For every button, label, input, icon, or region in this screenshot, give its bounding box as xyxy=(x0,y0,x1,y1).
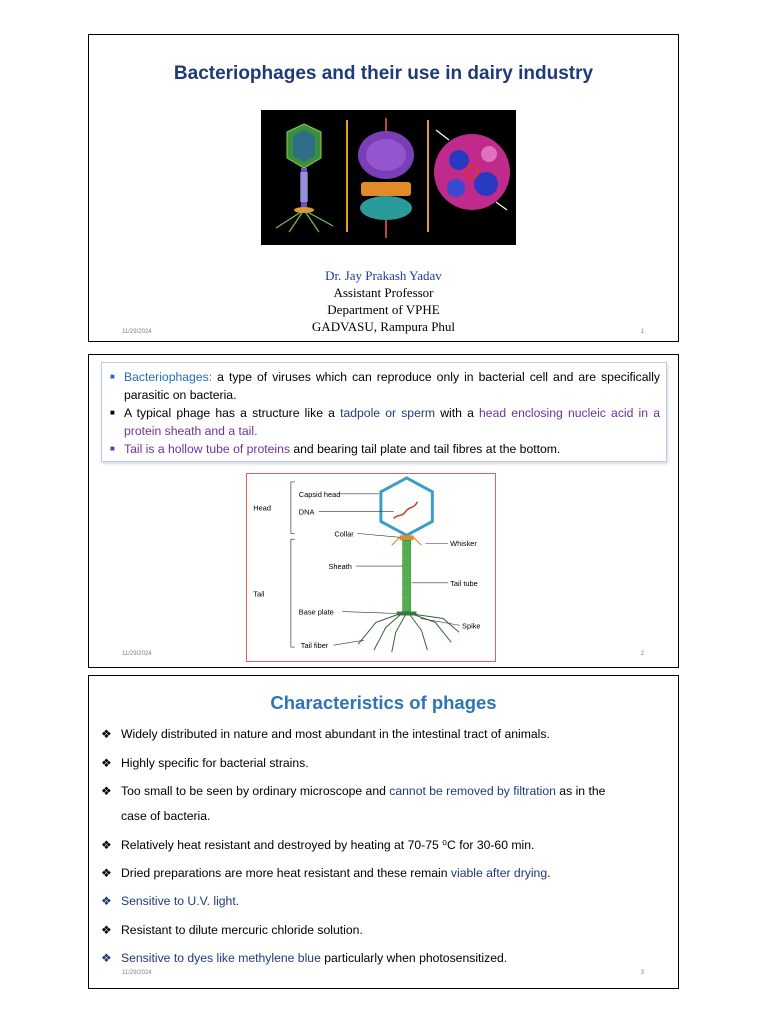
square-bullet-icon: ■ xyxy=(110,408,115,417)
diamond-bullet-icon: ❖ xyxy=(101,727,112,741)
phage-structure-graphic xyxy=(261,110,516,245)
slide-1 xyxy=(88,34,679,342)
label-sheath: Sheath xyxy=(328,561,352,571)
slide-title: Bacteriophages and their use in dairy industry xyxy=(173,63,594,84)
diamond-bullet-icon: ❖ xyxy=(101,951,112,965)
label-dna: DNA xyxy=(298,507,315,517)
diamond-bullet-icon: ❖ xyxy=(101,894,112,908)
author-role: Assistant Professor xyxy=(333,285,434,300)
label-head: Head xyxy=(253,503,271,513)
slide-number: 3 xyxy=(640,970,644,976)
sheath-shape xyxy=(403,540,411,611)
characteristic-item: ❖ Highly specific for bacterial strains. xyxy=(101,751,671,776)
slide-date: 11/29/2024 xyxy=(122,329,152,335)
label-spike: Spike xyxy=(462,621,481,631)
square-bullet-icon: ■ xyxy=(110,444,115,453)
slide-3 xyxy=(88,675,679,989)
author-department: Department of VPHE xyxy=(327,302,440,317)
diamond-bullet-icon: ❖ xyxy=(101,784,112,798)
bullet-box xyxy=(101,362,667,462)
characteristic-item: ❖ Sensitive to dyes like methylene blue particularly when photosensitized. xyxy=(101,946,671,971)
head-bracket xyxy=(291,482,295,533)
label-base-plate: Base plate xyxy=(298,607,334,617)
capsid-head-shape xyxy=(381,478,432,535)
square-bullet-icon: ■ xyxy=(110,372,115,381)
author-name: Dr. Jay Prakash Yadav xyxy=(325,268,442,283)
label-whisker: Whisker xyxy=(450,539,477,549)
label-tail-fiber: Tail fiber xyxy=(300,641,329,651)
diamond-bullet-icon: ❖ xyxy=(101,866,112,880)
tail-bracket xyxy=(291,539,295,647)
characteristic-item: ❖ Dried preparations are more heat resistant and these remain viable after drying. xyxy=(101,861,671,886)
slide-2 xyxy=(88,354,679,668)
phage-diagram xyxy=(246,473,496,662)
phage-structure-image xyxy=(261,110,516,245)
label-tail-tube: Tail tube xyxy=(450,578,478,588)
label-capsid: Capsid head xyxy=(298,489,341,499)
bullet-item: ■ Tail is a hollow tube of proteins and bearing tail plate and tail fibres at the bottom. xyxy=(110,442,561,456)
label-tail: Tail xyxy=(253,589,265,599)
slide-title: Characteristics of phages xyxy=(270,692,497,713)
characteristic-item: ❖ Sensitive to U.V. light. xyxy=(101,889,671,914)
phage-diagram-graphic xyxy=(247,474,495,661)
slide-date: 11/29/2024 xyxy=(122,970,152,976)
collar-shape xyxy=(400,535,414,540)
label-collar: Collar xyxy=(334,529,354,539)
characteristic-item: ❖ Widely distributed in nature and most abundant in the intestinal tract of animals. xyxy=(101,722,671,747)
diamond-bullet-icon: ❖ xyxy=(101,838,112,852)
characteristic-item: ❖ Too small to be seen by ordinary microscope and cannot be removed by filtration as in the case of bacteria. xyxy=(101,779,671,829)
diamond-bullet-icon: ❖ xyxy=(101,756,112,770)
characteristic-item: ❖ Relatively heat resistant and destroyed by heating at 70-75 ⁰C for 30-60 min. xyxy=(101,833,671,858)
bullet-item: ■ Bacteriophages: a type of viruses which can reproduce only in bacterial cell and are specifically parasitic on bacteria. xyxy=(110,370,660,402)
slide-date: 11/29/2024 xyxy=(122,651,152,657)
author-block xyxy=(89,267,678,335)
slide-number: 1 xyxy=(640,329,644,335)
author-institution: GADVASU, Rampura Phul xyxy=(311,319,456,334)
bullet-item: ■ A typical phage has a structure like a tadpole or sperm with a head enclosing nucleic acid in a protein sheath and a tail. xyxy=(110,406,660,438)
diamond-bullet-icon: ❖ xyxy=(101,923,112,937)
slide-number: 2 xyxy=(640,651,644,657)
tail-fibers xyxy=(358,614,459,652)
characteristic-item: ❖ Resistant to dilute mercuric chloride solution. xyxy=(101,918,671,943)
